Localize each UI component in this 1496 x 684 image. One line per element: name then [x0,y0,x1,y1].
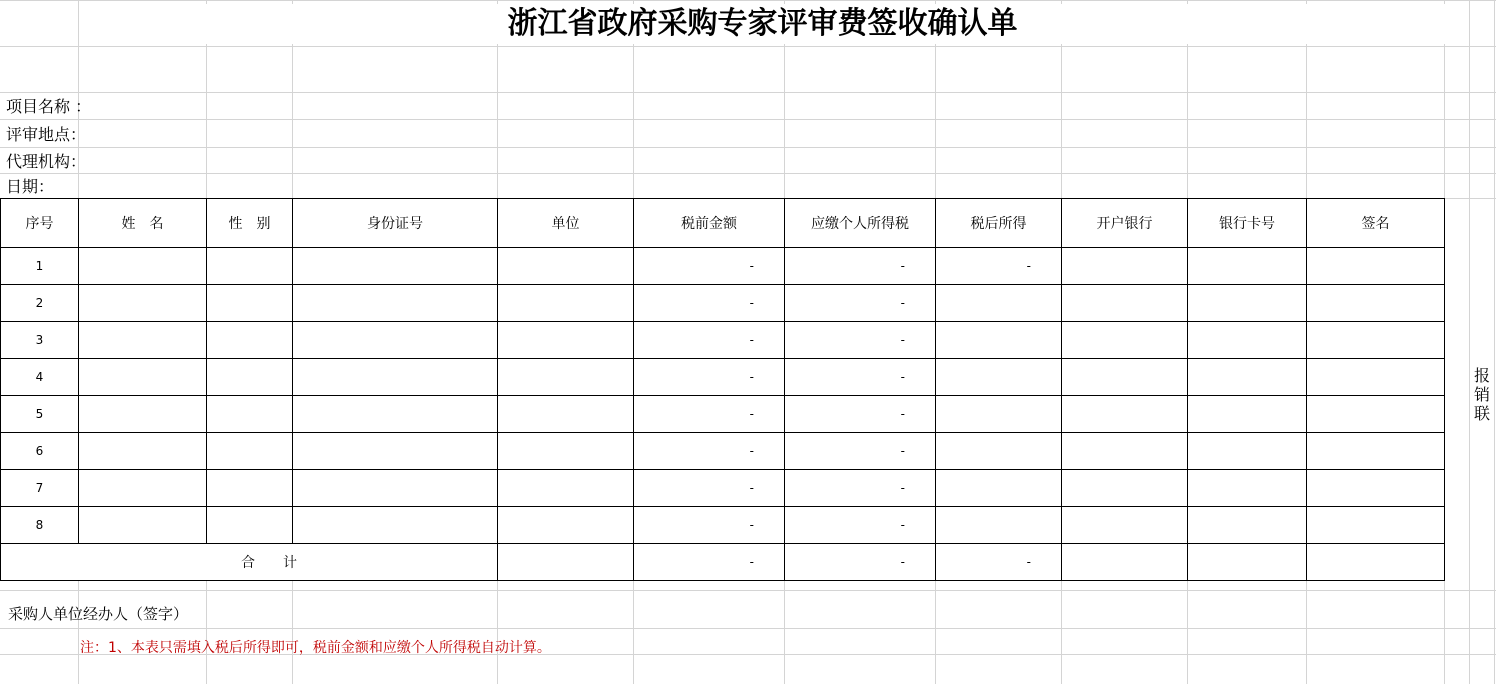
id-number-cell[interactable] [293,248,498,285]
total-aftertax: - [936,544,1062,581]
id-number-cell[interactable] [293,322,498,359]
gender-cell[interactable] [207,359,293,396]
tax-cell: - [785,322,936,359]
name-cell[interactable] [79,359,207,396]
id-number-cell[interactable] [293,285,498,322]
instruction-note: 注：1、本表只需填入税后所得即可，税前金额和应缴个人所得税自动计算。 [80,640,551,656]
card-number-cell[interactable] [1188,359,1307,396]
row-number: 4 [1,359,79,396]
purchaser-signer-label: 采购人单位经办人（签字） [8,605,189,623]
grid-line [0,46,1496,47]
signature-cell[interactable] [1307,248,1445,285]
row-number: 8 [1,507,79,544]
header-cell: 应缴个人所得税 [785,199,936,248]
agency-label: 代理机构： [6,152,87,171]
header-cell: 开户银行 [1062,199,1188,248]
unit-cell[interactable] [498,285,634,322]
row-number: 7 [1,470,79,507]
aftertax-cell[interactable] [936,322,1062,359]
bank-cell[interactable] [1062,433,1188,470]
aftertax-cell[interactable] [936,433,1062,470]
tax-cell: - [785,396,936,433]
tax-cell: - [785,248,936,285]
signature-cell [1307,544,1445,581]
header-cell: 姓 名 [79,199,207,248]
unit-cell [498,544,634,581]
card-number-cell[interactable] [1188,507,1307,544]
aftertax-cell[interactable] [936,359,1062,396]
pretax-cell: - [634,285,785,322]
signature-cell[interactable] [1307,433,1445,470]
row-number: 5 [1,396,79,433]
pretax-cell: - [634,322,785,359]
tax-cell: - [785,285,936,322]
name-cell[interactable] [79,396,207,433]
table-row [1,470,1445,507]
bank-cell[interactable] [1062,359,1188,396]
name-cell[interactable] [79,433,207,470]
header-cell: 单位 [498,199,634,248]
id-number-cell[interactable] [293,507,498,544]
card-number-cell [1188,544,1307,581]
aftertax-cell[interactable] [936,507,1062,544]
row-number: 1 [1,248,79,285]
aftertax-cell[interactable] [936,470,1062,507]
gender-cell[interactable] [207,396,293,433]
grid-line [1494,0,1495,684]
unit-cell[interactable] [498,248,634,285]
grid-line [0,590,1496,591]
aftertax-cell[interactable]: - [936,248,1062,285]
unit-cell[interactable] [498,396,634,433]
bank-cell [1062,544,1188,581]
table-row [1,248,1445,285]
header-cell: 税后所得 [936,199,1062,248]
unit-cell[interactable] [498,507,634,544]
header-cell: 身份证号 [293,199,498,248]
pretax-cell: - [634,396,785,433]
gender-cell[interactable] [207,470,293,507]
name-cell[interactable] [79,248,207,285]
name-cell[interactable] [79,322,207,359]
table-row [1,396,1445,433]
name-cell[interactable] [79,507,207,544]
row-number: 2 [1,285,79,322]
grid-line [0,628,1496,629]
card-number-cell[interactable] [1188,285,1307,322]
total-label: 合 计 [1,544,498,581]
tax-cell: - [785,433,936,470]
row-number: 6 [1,433,79,470]
gender-cell[interactable] [207,248,293,285]
unit-cell[interactable] [498,470,634,507]
unit-cell[interactable] [498,359,634,396]
card-number-cell[interactable] [1188,433,1307,470]
signature-cell[interactable] [1307,470,1445,507]
reimbursement-copy-label: 报 销 联 [1474,366,1491,423]
aftertax-cell[interactable] [936,396,1062,433]
tax-cell: - [785,470,936,507]
unit-cell[interactable] [498,322,634,359]
total-tax: - [785,544,936,581]
aftertax-cell[interactable] [936,285,1062,322]
name-cell[interactable] [79,285,207,322]
bank-cell[interactable] [1062,248,1188,285]
total-row [1,544,1445,581]
id-number-cell[interactable] [293,359,498,396]
date-label: 日期： [6,177,55,196]
table-row [1,507,1445,544]
header-cell: 序号 [1,199,79,248]
id-number-cell[interactable] [293,433,498,470]
card-number-cell[interactable] [1188,470,1307,507]
card-number-cell[interactable] [1188,248,1307,285]
id-number-cell[interactable] [293,470,498,507]
pretax-cell: - [634,470,785,507]
card-number-cell[interactable] [1188,396,1307,433]
table-row [1,433,1445,470]
signature-cell[interactable] [1307,285,1445,322]
name-cell[interactable] [79,470,207,507]
bank-cell[interactable] [1062,396,1188,433]
page-title: 浙江省政府采购专家评审费签收确认单 [80,4,1445,44]
review-location-label: 评审地点： [6,125,87,144]
header-cell: 税前金额 [634,199,785,248]
table-header-row [1,199,1445,248]
tax-cell: - [785,507,936,544]
signature-cell[interactable] [1307,396,1445,433]
unit-cell[interactable] [498,433,634,470]
grid-line [0,173,1496,174]
signature-cell[interactable] [1307,359,1445,396]
bank-cell[interactable] [1062,507,1188,544]
card-number-cell[interactable] [1188,322,1307,359]
fee-table [0,198,1445,581]
grid-line [0,119,1496,120]
table-row [1,285,1445,322]
signature-cell[interactable] [1307,507,1445,544]
bank-cell[interactable] [1062,285,1188,322]
signature-cell[interactable] [1307,322,1445,359]
bank-cell[interactable] [1062,322,1188,359]
total-pretax: - [634,544,785,581]
pretax-cell: - [634,248,785,285]
row-number: 3 [1,322,79,359]
header-cell: 银行卡号 [1188,199,1307,248]
pretax-cell: - [634,507,785,544]
grid-line [0,92,1496,93]
gender-cell[interactable] [207,507,293,544]
grid-line [1469,0,1470,684]
bank-cell[interactable] [1062,470,1188,507]
project-name-label: 项目名称 ： [6,97,92,116]
pretax-cell: - [634,359,785,396]
gender-cell[interactable] [207,433,293,470]
table-row [1,322,1445,359]
pretax-cell: - [634,433,785,470]
header-cell: 性 别 [207,199,293,248]
table-row [1,359,1445,396]
gender-cell[interactable] [207,322,293,359]
grid-line [0,147,1496,148]
header-cell: 签名 [1307,199,1445,248]
id-number-cell[interactable] [293,396,498,433]
gender-cell[interactable] [207,285,293,322]
tax-cell: - [785,359,936,396]
grid-line [0,0,1496,1]
